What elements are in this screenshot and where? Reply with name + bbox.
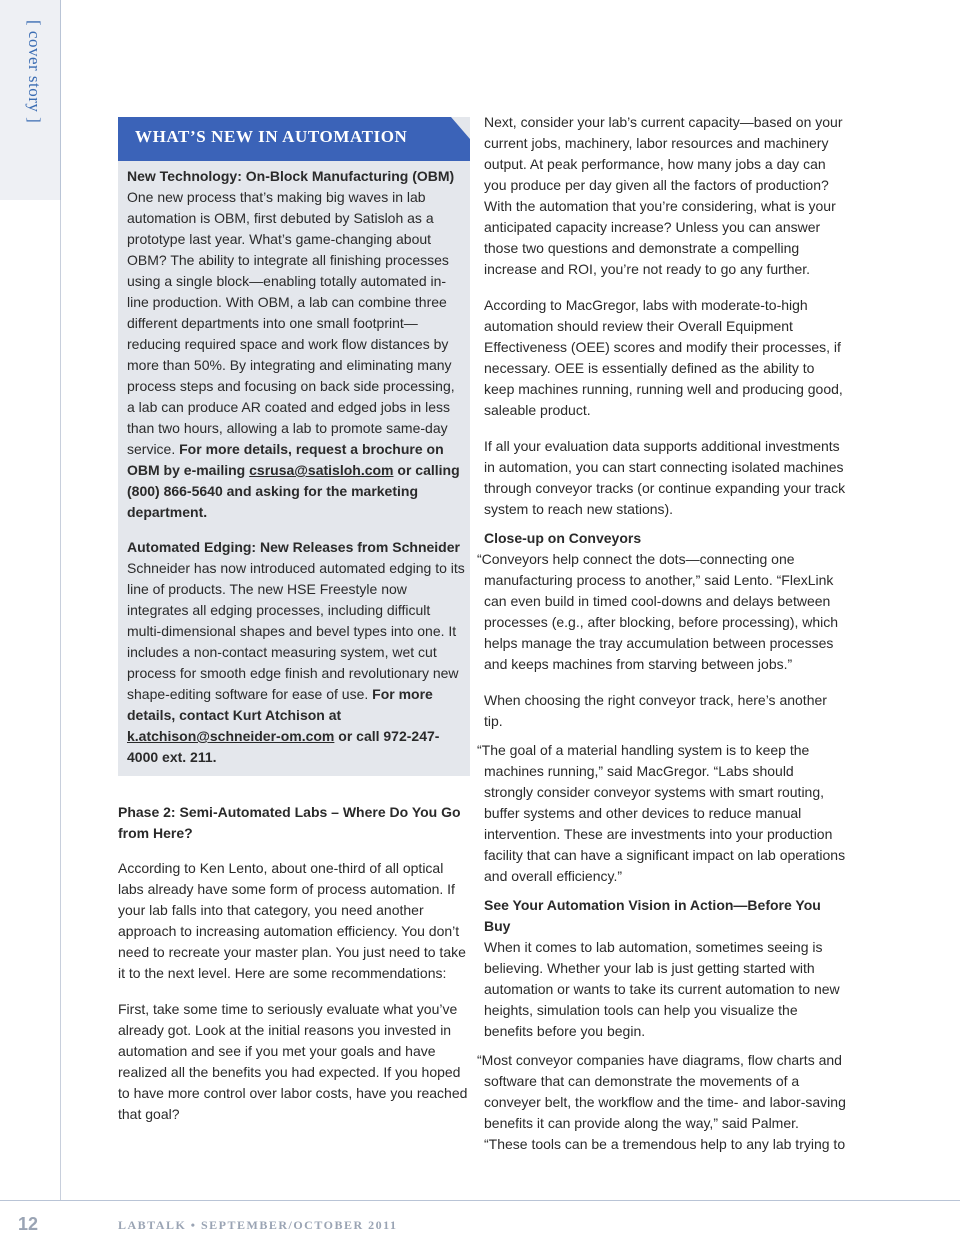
body-paragraph: When it comes to lab automation, sometimes seeing is believing. Whether your lab is just getting started with automation or wants to take its current automation to new heights, simulation tools can help you visualize the benefits before you begin.	[484, 939, 840, 1039]
body-paragraph: If all your evaluation data supports additional investments in automation, you can start connecting isolated machines through conveyor tracks (or continue expanding your track system to reach new stations).	[484, 438, 846, 517]
body-paragraph: According to MacGregor, labs with moderate-to-high automation should review their Overall Equipment Effectiveness (OEE) scores and modify their processes, if necessary. OEE is essentially defined as the ability to keep machines running, running well and producing good, saleable product.	[484, 297, 843, 418]
sidebar-section-obm	[127, 166, 465, 523]
margin-rule	[0, 200, 61, 1200]
body-paragraph: First, take some time to seriously evaluate what you’ve already got. Look at the initial reasons you invested in automation and see if you met your goals and have realized all the benefits you had expected. If you hoped to have more control over labor costs, have you reached that goal?	[118, 1001, 468, 1122]
quote-paragraph: “The goal of a material handling system is to keep the machines running,” said MacGregor. “Labs should strongly consider conveyor systems with smart routing, buffer systems and other devices to reduce manual intervention. These are investments into your production facility that can have a significant impact on lab operations and overall efficiency.”	[477, 742, 846, 884]
body-paragraph: When choosing the right conveyor track, here’s another tip.	[484, 692, 827, 729]
quote-paragraph: “Conveyors help connect the dots—connecting one manufacturing process to another,” said Lento. “FlexLink can even build in timed cool-downs and delays between processes (e.g., after blocking, before processing), which helps manage the tray accumulation between processes and keeps machines from starving between jobs.”	[477, 551, 839, 672]
publication-footer: LABTALK • SEPTEMBER/OCTOBER 2011	[118, 1218, 398, 1232]
sidebar-cta-tail: or call 972-247-4000 ext. 211.	[127, 728, 440, 765]
section-heading: Phase 2: Semi-Automated Labs – Where Do You Go from Here?	[118, 804, 461, 841]
subheading-conveyors: Close-up on Conveyors	[484, 530, 642, 546]
left-column	[118, 802, 470, 1125]
sidebar-title: WHAT’S NEW IN AUTOMATION	[135, 127, 408, 146]
sidebar-box	[118, 117, 470, 776]
footer-rule	[0, 1200, 960, 1201]
right-column	[477, 112, 846, 1155]
margin-strip	[0, 0, 61, 200]
sidebar-body	[127, 166, 465, 782]
sidebar-section-body: Schneider has now introduced automated edging to its line of products. The new HSE Freestyle now integrates all edging processes, including difficult multi-dimensional shapes and bevel types into one. It includes a non-contact measuring system, wet cut process for smooth edge finish and revolutionary new shape-editing software for ease of use.	[127, 560, 465, 702]
quote-paragraph: “Most conveyor companies have diagrams, flow charts and software that can demonstrate the movements of a conveyer belt, the workflow and the time- and labor-saving benefits it can provide along the way,” said Palmer. “These tools can be a tremendous help to any lab trying to	[477, 1052, 846, 1152]
page-number: 12	[18, 1214, 39, 1234]
sidebar-cta-tail: or calling (800) 866-5640 and asking for the marketing department.	[127, 462, 460, 520]
sidebar-section-heading: New Technology: On-Block Manufacturing (OBM)	[127, 168, 455, 184]
body-paragraph: Next, consider your lab’s current capacity—based on your current jobs, machinery, labor resources and machinery output. At peak performance, how many jobs a day can you produce per day given all the factors of production? With the automation that you’re considering, what is your anticipated capacity increase? Unless you can answer those two questions and demonstrate a compelling increase and ROI, you’re not ready to go any further.	[484, 114, 843, 277]
subheading-vision: See Your Automation Vision in Action—Before You Buy	[484, 897, 821, 934]
email-link-satisloh[interactable]: csrusa@satisloh.com	[249, 462, 394, 478]
sidebar-section-edging	[127, 537, 465, 768]
section-label: [ cover story ]	[25, 20, 44, 124]
email-link-schneider[interactable]: k.atchison@schneider-om.com	[127, 728, 335, 744]
sidebar-section-heading: Automated Edging: New Releases from Schneider	[127, 539, 460, 555]
sidebar-cta-lead: For more details, request a brochure on OBM by e-mailing	[127, 441, 444, 478]
body-paragraph: According to Ken Lento, about one-third of all optical labs already have some form of process automation. If your lab falls into that category, you need another approach to increasing automation efficiency. You don’t need to recreate your master plan. You just need to take it to the next level. Here are some recommendations:	[118, 860, 466, 981]
sidebar-cta-lead: For more details, contact Kurt Atchison at	[127, 686, 433, 723]
sidebar-section-body: One new process that’s making big waves in lab automation is OBM, first debuted by Satisloh as a prototype last year. What’s game-changing about OBM? The ability to integrate all finishing processes using a single block—enabling totally automated in-line production. With OBM, a lab can combine three different departments into one small footprint—reducing required space and work flow distances by more than 50%. By integrating and eliminating many process steps and focusing on back side processing, a lab can produce AR coated and edged jobs in less than two hours, allowing a lab to promote same-day service.	[127, 189, 455, 457]
